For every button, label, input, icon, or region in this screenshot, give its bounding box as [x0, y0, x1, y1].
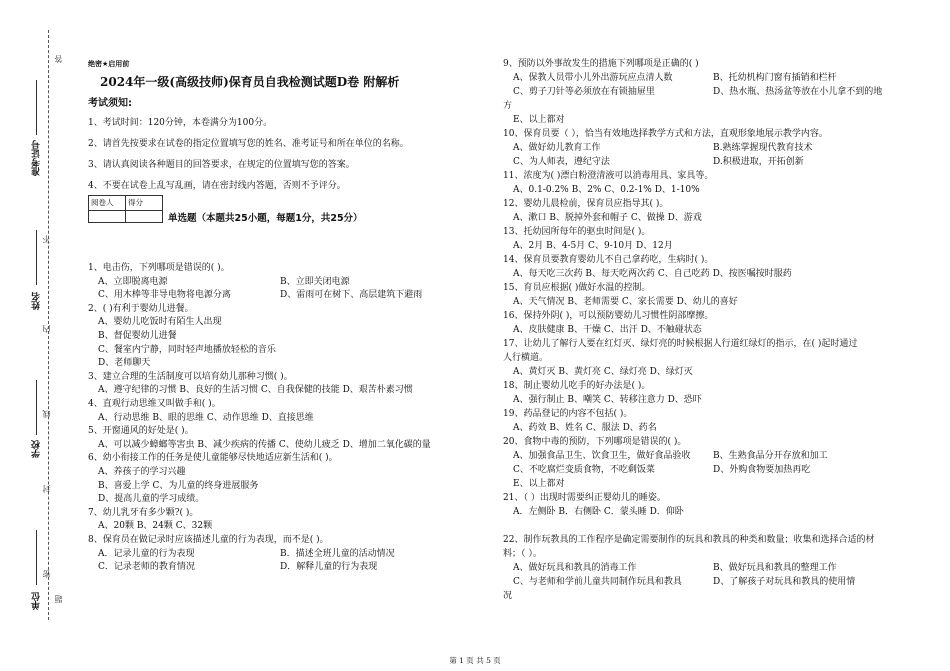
margin-label-school: 学校 [32, 440, 42, 458]
margin-tick: 密 [42, 570, 51, 578]
answer-option: B.熟练掌握现代教育技术 [713, 143, 813, 153]
score-table [88, 195, 163, 223]
question-text: 22、制作玩教具的工作程序是确定需要制作的玩具和教具的种类和数量；收集和选择合适的材 [503, 535, 875, 545]
answer-option: A．左侧卧 B．右侧卧 C．蒙头睡 D．仰卧 [513, 507, 684, 517]
answer-option: A、2月 B、4-5月 C、9-10月 D、12月 [513, 241, 673, 251]
answer-option: A、强行制止 B、嘲笑 C、转移注意力 D、恐吓 [513, 395, 702, 405]
answer-option: C、为人师表，遵纪守法 [513, 157, 610, 167]
question-text: 21、（ ）出现时需要纠正婴幼儿的睡姿。 [503, 493, 666, 503]
question-text: 况 [503, 591, 513, 601]
notice-heading: 考试须知: [88, 98, 132, 109]
question-text: 9、预防以外事故发生的措施下列哪项是正确的( ) [503, 59, 699, 69]
answer-option: E、以上都对 [513, 479, 565, 489]
question-text: 7、幼儿乳牙有多少颗?( )。 [88, 507, 199, 518]
answer-option: D、雷雨可在树下、高层建筑下避雨 [280, 290, 423, 301]
answer-option: D.积极进取，开拓创新 [713, 157, 804, 167]
question-text: 3、建立合理的生活制度可以培育幼儿那种习惯( )。 [88, 371, 293, 382]
answer-option: A．记录儿童的行为表现 [98, 548, 195, 559]
answer-option: D、外购食物要加热再吃 [713, 465, 811, 475]
exam-id-blank [36, 80, 37, 135]
answer-option: A、遵守纪律的习惯 B、良好的生活习惯 C、自我保健的技能 D、艰苦朴素习惯 [98, 385, 413, 396]
score-table-score-blank[interactable] [126, 210, 163, 222]
answer-option: D．解释儿童的行为表现 [280, 562, 378, 573]
question-text: 13、托幼园所每年的驱虫时间是( )。 [503, 227, 651, 237]
margin-label-unit: 单位 [32, 592, 42, 610]
answer-option: C、用木棒等非导电物将电源分离 [98, 290, 231, 301]
answer-option: B、喜爱上学 C、为儿童的终身进展服务 [98, 480, 259, 491]
answer-option: B、做好玩具和教具的整理工作 [713, 563, 837, 573]
question-text: 5、开窗通风的好处是( )。 [88, 426, 194, 437]
answer-option: A、加强食品卫生、饮食卫生，做好食品验收 [513, 451, 691, 461]
answer-option: C、与老师和学前儿童共同制作玩具和教具 [513, 577, 682, 587]
question-text: 11、浓度为( )漂白粉澄清液可以消毒用具、家具等。 [503, 171, 714, 181]
answer-option: B、立即关闭电源 [280, 276, 350, 287]
question-text: 20、食物中毒的预防，下列哪项是错误的( )。 [503, 437, 687, 447]
answer-option: A、立即脱离电源 [98, 276, 168, 287]
score-table-score: 得分 [126, 196, 163, 211]
unit-blank [36, 530, 37, 585]
name-blank [36, 230, 37, 285]
answer-option: A、保教人员带小儿外出游玩应点清人数 [513, 73, 673, 83]
question-text: 15、育员应根据( )做好水温的控制。 [503, 283, 651, 293]
question-text: 12、婴幼儿晨检前，保育员应指导其( )。 [503, 199, 669, 209]
margin-tick: 答 [54, 55, 63, 63]
question-text: 18、制止婴幼儿吃手的好办法是( )。 [503, 381, 651, 391]
page-title: 2024年一级(高级技师)保育员自我检测试题D卷 附解析 [100, 75, 400, 89]
notice-item: 2、请首先按要求在试卷的指定位置填写您的姓名、准考证号和所在单位的名称。 [88, 139, 409, 149]
margin-tick: 不 [42, 235, 51, 243]
question-text: 人行横道。 [503, 353, 549, 363]
answer-option: D、热水瓶、热汤盆等放在小儿拿不到的地 [713, 87, 883, 97]
question-text: 19、药品登记的内容不包括( )。 [503, 409, 633, 419]
notice-item: 4、不要在试卷上乱写乱画，请在密封线内答题，否则不予评分。 [88, 181, 346, 191]
score-table-reviewer: 阅卷人 [89, 196, 126, 211]
notice-item: 3、请认真阅读各种题目的回答要求，在规定的位置填写您的答案。 [88, 160, 355, 170]
school-blank [36, 380, 37, 435]
margin-label-exam-id: 准考证号 [32, 140, 42, 176]
question-text: 2、( )有利于婴幼儿进餐。 [88, 303, 194, 314]
question-text: 1、电击伤，下列哪项是错误的( )。 [88, 263, 230, 273]
answer-option: C、剪子刀针等必须放在有锁抽屉里 [513, 87, 655, 97]
answer-option: A、20颗 B、24颗 C、32颗 [98, 521, 213, 532]
margin-tick: 线 [42, 410, 51, 418]
answer-option: A、可以减少蟑螂等害虫 B、减少疾病的传播 C、使幼儿疲乏 D、增加二氧化碳的量 [98, 439, 431, 450]
answer-option: A、做好幼儿教育工作 [513, 143, 601, 153]
question-text: 4、直观行动思维又叫做手和( )。 [88, 399, 221, 409]
answer-option: C、餐室内宁静，同时轻声地播放轻松的音乐 [98, 344, 276, 355]
margin-tick: 内 [42, 325, 51, 333]
answer-option: D、提高儿童的学习成绩。 [98, 494, 205, 505]
margin-label-name: 姓名 [32, 292, 42, 310]
score-table-reviewer-blank[interactable] [89, 210, 126, 222]
answer-option: B．描述全班儿童的活动情况 [280, 548, 395, 559]
answer-option: C．记录老师的教育情况 [98, 562, 195, 573]
answer-option: A、0.1-0.2% B、2% C、0.2-1% D、1-10% [513, 185, 700, 195]
answer-option: A、养孩子的学习兴趣 [98, 467, 186, 477]
question-text: 料；（ ）。 [503, 549, 542, 559]
answer-option: A、漱口 B、脱掉外套和帽子 C、做操 D、游戏 [513, 213, 702, 223]
answer-option: D、了解孩子对玩具和教具的使用情 [713, 577, 856, 587]
answer-option: A、黄灯灭 B、黄灯亮 C、绿灯亮 D、绿灯灭 [513, 367, 693, 377]
answer-option: A、行动思维 B、眼的思维 C、动作思维 D、直接思维 [98, 412, 314, 423]
answer-option: B、生熟食品分开存放和加工 [713, 451, 828, 461]
margin-tick: 封 [42, 485, 51, 493]
question-text: 方 [503, 101, 513, 111]
answer-option: A、每天吃三次药 B、每天吃两次药 C、自己吃药 D、按医嘱按时服药 [513, 269, 792, 279]
answer-option: B、托幼机构门窗有插销和栏杆 [713, 73, 837, 83]
answer-option: A、婴幼儿吃饭时有陌生人出现 [98, 317, 222, 328]
binding-margin [0, 0, 63, 671]
answer-option: A、皮肤健康 B、干燥 C、出汗 D、不触碰状态 [513, 325, 702, 335]
answer-option: A、药效 B、姓名 C、服法 D、药名 [513, 423, 657, 433]
question-text: 14、保育员要教育婴幼儿不自己拿药吃，生病时( )。 [503, 255, 714, 265]
notice-item: 1、考试时间：120分钟，本卷满分为100分。 [88, 118, 273, 128]
question-text: 8、保育员在做记录时应该描述儿童的行为表现，而不是( )。 [88, 535, 329, 545]
secret-mark: 绝密★启用前 [88, 60, 130, 68]
answer-option: C、不吃腐烂变质食物，不吃剩饭菜 [513, 465, 655, 475]
question-text: 17、让幼儿了解行人要在红灯灭、绿灯亮的时候根据人行道红绿灯的指示，在( )起时通过 [503, 339, 858, 349]
question-text: 10、保育员要（ ），恰当有效地选择教学方式和方法，直观形象地展示教学内容。 [503, 129, 828, 139]
question-text: 16、保持外阴( )，可以预防婴幼儿习惯性阴部摩擦。 [503, 311, 714, 321]
section-title: 单选题（本题共25小题，每题1分，共25分） [168, 213, 363, 224]
question-text: 6、幼小衔接工作的任务是使儿童能够尽快地适应新生活和( )。 [88, 453, 338, 464]
answer-option: E、以上都对 [513, 115, 565, 125]
answer-option: A、做好玩具和教具的消毒工作 [513, 563, 637, 573]
answer-option: D、老师聊天 [98, 358, 151, 369]
margin-tick: 题 [54, 595, 63, 603]
answer-option: A、天气情况 B、老师需要 C、家长需要 D、幼儿的喜好 [513, 297, 738, 307]
answer-option: B、督促婴幼儿进餐 [98, 331, 177, 341]
page-footer: 第 1 页 共 5 页 [449, 656, 501, 665]
